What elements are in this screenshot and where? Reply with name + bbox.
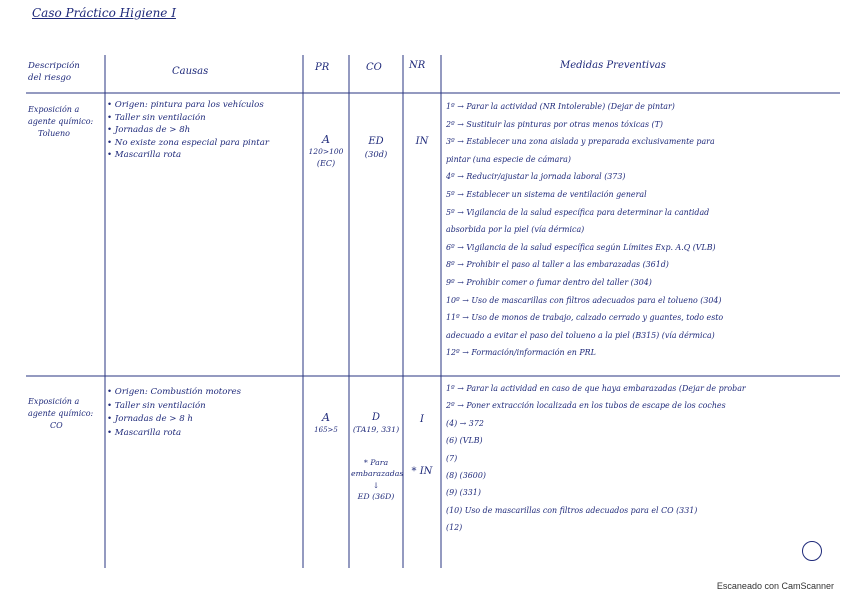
row1-medida: 2º → Sustituir las pinturas por otras menos tóxicas (T) bbox=[446, 119, 663, 129]
row2-nr bbox=[405, 414, 439, 478]
row2-medida: (4) → 372 bbox=[446, 418, 484, 428]
row1-medida: 5º → Vigilancia de la salud específica para determinar la cantidad bbox=[446, 207, 710, 217]
row2-medida: (7) bbox=[446, 453, 458, 463]
row1-medida: adecuado a evitar el paso del tolueno a la piel (B315) (vía dérmica) bbox=[446, 330, 715, 340]
row1-co bbox=[351, 136, 401, 160]
row1-descripcion-line: Tolueno bbox=[38, 129, 70, 138]
row1-nr-line: IN bbox=[415, 136, 429, 147]
row2-co-line: ED (36D) bbox=[357, 492, 395, 501]
row1-pr-line: A bbox=[322, 133, 330, 146]
scanner-footer: Escaneado con CamScanner bbox=[716, 581, 834, 591]
row2-medida: (10) Uso de mascarillas con filtros adecuados para el CO (331) bbox=[446, 505, 698, 515]
row1-medida: 3º → Establecer una zona aislada y preparada exclusivamente para bbox=[446, 137, 715, 147]
row2-causa: • Taller sin ventilación bbox=[107, 400, 206, 411]
row1-causa: • Taller sin ventilación bbox=[107, 112, 206, 123]
row1-medida: 4º → Reducir/ajustar la jornada laboral (373) bbox=[446, 172, 626, 182]
row1-co-line: (30d) bbox=[364, 149, 388, 159]
row2-medida: (6) (VLB) bbox=[446, 436, 483, 446]
row2-descripcion-line: agente químico: bbox=[28, 409, 94, 418]
row1-causa: • Jornadas de > 8h bbox=[107, 125, 191, 135]
header-descripcion bbox=[28, 60, 80, 84]
row2-co-line: ↓ bbox=[372, 480, 380, 490]
row2-nr-line bbox=[405, 450, 439, 462]
row1-causas bbox=[107, 99, 269, 162]
row2-causas bbox=[107, 386, 241, 440]
header-nr: NR bbox=[409, 60, 426, 71]
row2-medida: (8) (3600) bbox=[446, 471, 486, 481]
row2-pr bbox=[305, 412, 347, 436]
row1-medida: 10º → Uso de mascarillas con filtros adecuados para el tolueno (304) bbox=[446, 295, 722, 305]
row1-pr-line: (EC) bbox=[316, 159, 336, 168]
row2-descripcion-line: CO bbox=[50, 421, 63, 430]
row1-medida: 8º → Prohibir el paso al taller a las embarazadas (361d) bbox=[446, 260, 669, 270]
row1-causa: • Origen: pintura para los vehículos bbox=[107, 100, 264, 110]
row1-co-line: ED bbox=[368, 136, 384, 147]
row1-medida: absorbida por la piel (vía dérmica) bbox=[446, 225, 585, 235]
row2-causa: • Mascarilla rota bbox=[107, 427, 182, 438]
row2-descripcion-line: Exposición a bbox=[28, 397, 80, 406]
row2-co-line bbox=[351, 435, 401, 447]
row1-pr-line: 120>100 bbox=[308, 147, 344, 156]
header-descripcion-line: del riesgo bbox=[28, 73, 72, 83]
row2-medidas bbox=[446, 380, 746, 537]
row1-medida: 12º → Formación/información en PRL bbox=[446, 348, 596, 358]
header-medidas: Medidas Preventivas bbox=[560, 60, 666, 71]
row2-co bbox=[351, 412, 404, 503]
row2-pr-line: 165>5 bbox=[314, 426, 338, 434]
row1-causa: • Mascarilla rota bbox=[107, 150, 182, 160]
row2-medida: (12) bbox=[446, 523, 463, 533]
row1-medida: 6º → Vigilancia de la salud específica según Límites Exp. A.Q (VLB) bbox=[446, 242, 716, 252]
row2-nr-line bbox=[405, 438, 439, 450]
scanner-logo-icon bbox=[802, 541, 822, 561]
header-pr: PR bbox=[315, 62, 330, 73]
row2-medida: 1º → Parar la actividad en caso de que haya embarazadas (Dejar de probar bbox=[446, 384, 746, 393]
row2-medida: 2º → Poner extracción localizada en los tubos de escape de los coches bbox=[446, 401, 726, 411]
row1-descripcion bbox=[28, 104, 93, 140]
row2-causa: • Origen: Combustión motores bbox=[107, 387, 241, 397]
row2-nr-line: I bbox=[420, 414, 424, 425]
row1-descripcion-line: agente químico: bbox=[28, 117, 94, 126]
row1-medida: 11º → Uso de monos de trabajo, calzado cerrado y guantes, todo esto bbox=[446, 313, 724, 323]
row1-pr bbox=[305, 134, 347, 170]
row2-nr-line: * IN bbox=[411, 466, 433, 477]
row1-causa: • No existe zona especial para pintar bbox=[107, 137, 269, 148]
row1-medida: 9º → Prohibir comer o fumar dentro del taller (304) bbox=[446, 277, 652, 287]
row1-descripcion-line: Exposición a bbox=[28, 105, 80, 114]
row2-medida: (9) (331) bbox=[446, 488, 481, 498]
row2-pr-line: A bbox=[322, 411, 330, 424]
header-causas: Causas bbox=[172, 66, 209, 77]
row2-co-line: * Para bbox=[363, 457, 389, 467]
page-title: Caso Práctico Higiene I bbox=[32, 6, 176, 20]
row2-co-line: embarazadas bbox=[351, 469, 404, 478]
row1-nr bbox=[405, 136, 439, 148]
header-descripcion-line: Descripción bbox=[28, 61, 80, 71]
row2-causa: • Jornadas de > 8 h bbox=[107, 414, 193, 424]
row2-co-line: (TA19, 331) bbox=[352, 424, 400, 434]
row2-nr-line bbox=[405, 426, 439, 438]
header-co: CO bbox=[366, 62, 382, 73]
row2-co-line: D bbox=[371, 412, 381, 423]
row1-medida: 1º → Parar la actividad (NR Intolerable) (Dejar de pintar) bbox=[446, 102, 675, 111]
row1-medida: pintar (una especie de cámara) bbox=[446, 154, 571, 164]
row2-descripcion bbox=[28, 396, 93, 432]
row1-medidas bbox=[446, 98, 723, 362]
row1-medida: 5º → Establecer un sistema de ventilación general bbox=[446, 189, 647, 199]
